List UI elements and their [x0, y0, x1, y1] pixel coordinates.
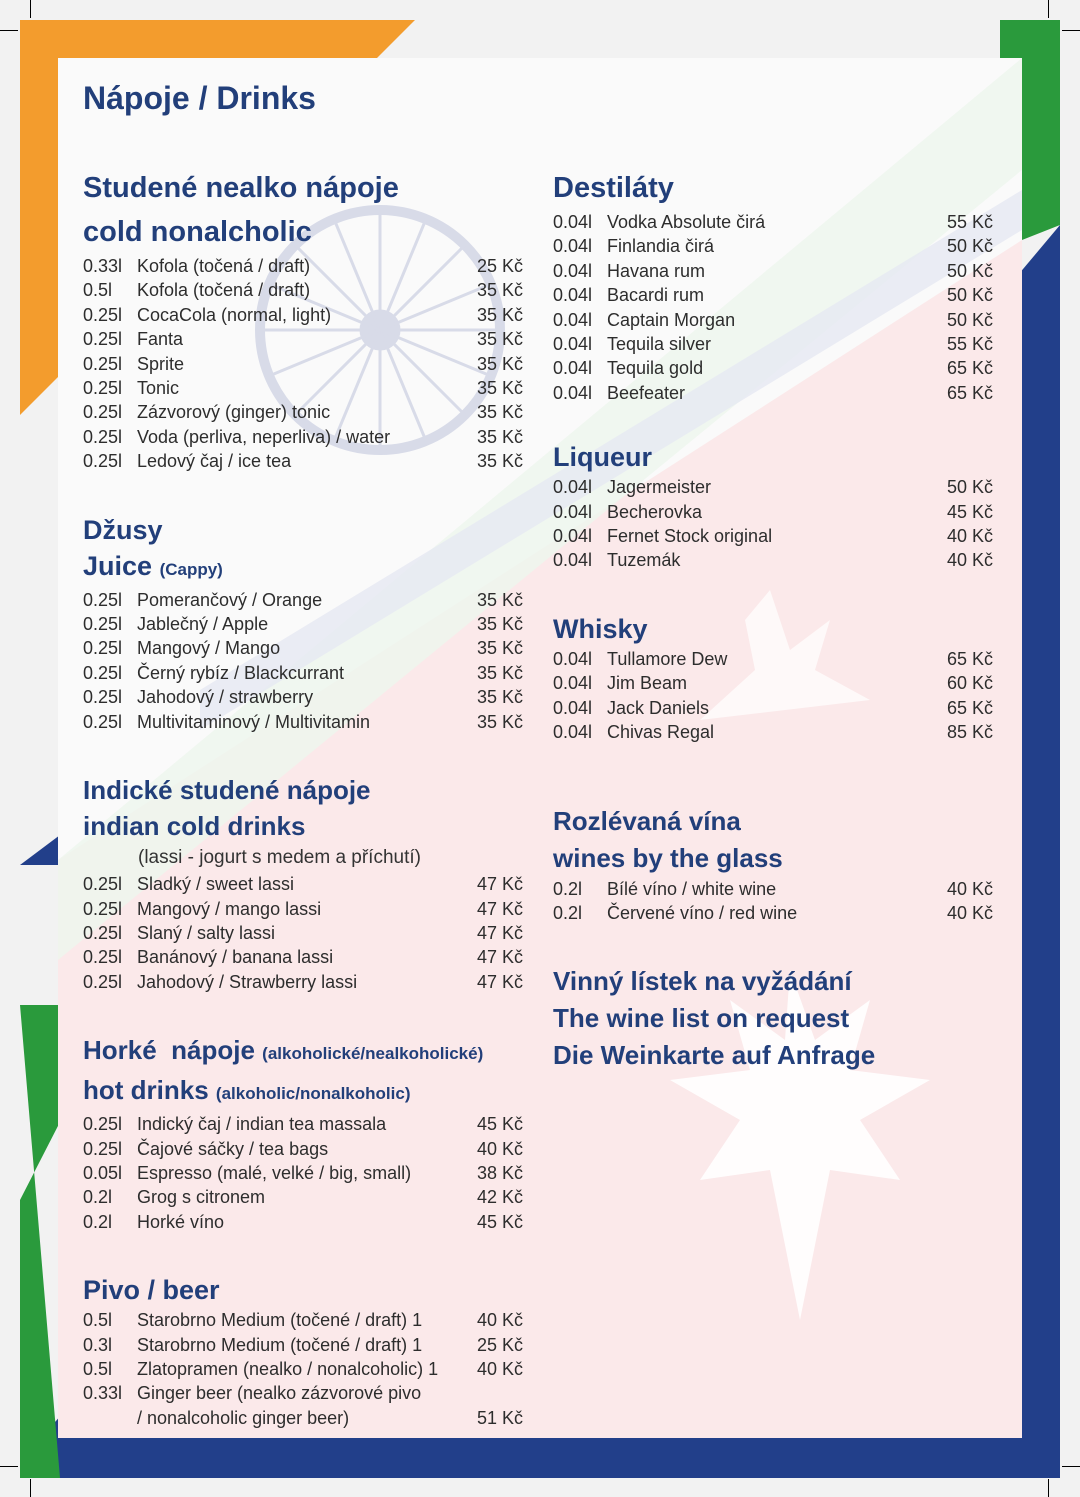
item-name: Jagermeister: [607, 477, 712, 498]
item-volume: 0.04l: [553, 285, 593, 306]
item-name: Espresso (malé, velké / big, small): [137, 1162, 412, 1183]
menu-item: [83, 685, 523, 709]
item-price: 45 Kč: [476, 1211, 523, 1232]
item-name: Sladký / sweet lassi: [137, 874, 295, 895]
item-volume: 0.25l: [83, 589, 123, 610]
item-volume: 0.04l: [553, 722, 593, 743]
menu-item: [83, 661, 523, 685]
menu-item: [83, 1308, 523, 1332]
crop-mark: [0, 1466, 18, 1467]
section-subheading-note: (Cappy): [159, 559, 223, 579]
menu-item: [553, 901, 993, 925]
menu-list: [83, 254, 523, 474]
section-heading-note: (alkoholické/nealkoholické): [262, 1044, 484, 1064]
section-heading: Džusy: [83, 514, 163, 545]
item-name: Tonic: [137, 378, 180, 399]
menu-list: [83, 1308, 523, 1430]
item-volume: 0.2l: [83, 1211, 113, 1232]
item-name: Červené víno / red wine: [607, 902, 798, 923]
item-name: Starobrno Medium (točené / draft) 1: [137, 1310, 423, 1331]
item-name: Kofola (točená / draft): [137, 280, 311, 301]
item-name: Havana rum: [607, 260, 706, 281]
item-name: Voda (perliva, neperliva) / water: [137, 426, 391, 447]
item-name: Kofola (točená / draft): [137, 256, 311, 276]
item-volume: 0.33l: [83, 1383, 123, 1404]
item-volume: 0.04l: [553, 477, 593, 498]
menu-item: [83, 449, 523, 473]
item-name: Becherovka: [607, 501, 703, 522]
item-price: 50 Kč: [946, 477, 993, 498]
wine-request-line: Vinný lístek na vyžádání: [553, 966, 852, 997]
menu-item: [553, 671, 993, 695]
menu-item: [553, 647, 993, 671]
item-price: 40 Kč: [946, 878, 993, 899]
item-volume: 0.25l: [83, 1138, 123, 1159]
item-name: Tuzemák: [607, 550, 681, 571]
section-heading: Indické studené nápoje: [83, 775, 371, 806]
item-name: Vodka Absolute čirá: [607, 212, 766, 232]
menu-item: [553, 308, 993, 332]
item-name: Jahodový / Strawberry lassi: [137, 971, 358, 992]
menu-item: [83, 897, 523, 921]
menu-item: [83, 425, 523, 449]
item-volume: 0.04l: [553, 550, 593, 571]
menu-list: [83, 872, 523, 994]
menu-item: [83, 303, 523, 327]
item-name: Tequila gold: [607, 358, 704, 379]
menu-item: [553, 210, 993, 234]
item-price: 45 Kč: [946, 501, 993, 522]
item-volume: 0.25l: [83, 426, 123, 447]
section-subheading: cold nonalcholic: [83, 216, 312, 248]
item-price: 38 Kč: [476, 1162, 523, 1183]
item-volume: [83, 1406, 137, 1430]
menu-item: [83, 945, 523, 969]
item-volume: 0.25l: [83, 662, 123, 683]
menu-list: [83, 588, 523, 734]
section-spirits: [553, 166, 993, 405]
item-price: 50 Kč: [946, 309, 993, 330]
menu-item: [553, 877, 993, 901]
item-price: 47 Kč: [476, 874, 523, 895]
item-volume: 0.25l: [83, 451, 123, 472]
item-name: Fernet Stock original: [607, 526, 773, 547]
menu-item: [83, 612, 523, 636]
item-price: 40 Kč: [476, 1310, 523, 1331]
menu-item: [83, 400, 523, 424]
section-heading: Studené nealko nápoje: [83, 172, 399, 204]
section-subheading-text: hot drinks: [83, 1075, 209, 1106]
menu-item: [553, 283, 993, 307]
menu-item: [553, 524, 993, 548]
menu-item: [83, 1357, 523, 1381]
item-price: 47 Kč: [476, 971, 523, 992]
menu-item: [553, 332, 993, 356]
item-price: 25 Kč: [476, 256, 523, 276]
section-subheading-text: Juice: [83, 550, 153, 581]
item-volume: 0.25l: [83, 353, 123, 374]
page-title: Nápoje / Drinks: [83, 80, 316, 116]
item-name: Indický čaj / indian tea massala: [137, 1114, 387, 1135]
item-volume: 0.04l: [553, 212, 593, 232]
item-name: Banánový / banana lassi: [137, 947, 334, 968]
section-heading: Whisky: [553, 613, 648, 644]
menu-list: [553, 210, 993, 405]
item-volume: 0.2l: [553, 878, 583, 899]
crop-mark: [0, 30, 18, 31]
crop-mark: [1062, 30, 1080, 31]
item-volume: 0.25l: [83, 614, 123, 635]
item-price: 42 Kč: [476, 1187, 523, 1208]
menu-item: [553, 234, 993, 258]
item-price: 65 Kč: [946, 697, 993, 718]
item-volume: 0.25l: [83, 711, 123, 732]
item-volume: 0.25l: [83, 971, 123, 992]
item-name: Zlatopramen (nealko / nonalcoholic) 1: [137, 1358, 439, 1379]
menu-page: [58, 58, 1022, 1438]
menu-item: [83, 970, 523, 994]
menu-item: [83, 921, 523, 945]
menu-item: [553, 720, 993, 744]
menu-item: [83, 327, 523, 351]
section-beer: [83, 1272, 523, 1430]
item-volume: 0.25l: [83, 329, 123, 350]
item-volume: 0.33l: [83, 256, 123, 276]
menu-item: [83, 1381, 523, 1405]
menu-item: [83, 1406, 523, 1430]
section-subheading: indian cold drinks: [83, 811, 306, 842]
menu-item: [83, 1185, 523, 1209]
item-price: 35 Kč: [476, 280, 523, 301]
section-heading: Liqueur: [553, 442, 652, 473]
menu-item: [553, 696, 993, 720]
menu-item: [553, 500, 993, 524]
section-heading-text: Horké nápoje: [83, 1035, 255, 1066]
section-wine: [553, 803, 993, 926]
crop-mark: [30, 0, 31, 18]
item-volume: 0.25l: [83, 874, 123, 895]
menu-item: [83, 1161, 523, 1185]
menu-item: [83, 872, 523, 896]
wine-request-line: The wine list on request: [553, 1003, 850, 1034]
item-price: 65 Kč: [946, 358, 993, 379]
section-wine-request: [553, 963, 993, 1074]
item-price: 65 Kč: [946, 382, 993, 403]
menu-item: [553, 356, 993, 380]
item-price: 35 Kč: [476, 662, 523, 683]
crop-mark: [1048, 0, 1049, 18]
crop-mark: [1062, 1466, 1080, 1467]
section-liqueur: [553, 439, 993, 573]
crop-mark: [1048, 1479, 1049, 1497]
menu-item: [83, 636, 523, 660]
item-volume: 0.25l: [83, 687, 123, 708]
item-price: 35 Kč: [476, 426, 523, 447]
item-name: Mangový / Mango: [137, 638, 281, 659]
item-name: Jahodový / strawberry: [137, 687, 314, 708]
item-volume: 0.04l: [553, 697, 593, 718]
section-juice: [83, 512, 523, 734]
section-indian-drinks: [83, 772, 523, 994]
item-name: Ledový čaj / ice tea: [137, 451, 292, 472]
item-price: 51 Kč: [476, 1407, 523, 1428]
item-price: 35 Kč: [476, 329, 523, 350]
menu-item: [83, 1112, 523, 1136]
item-volume: 0.5l: [83, 1310, 113, 1331]
menu-list: [83, 1112, 523, 1234]
section-heading: [83, 1032, 523, 1072]
item-price: 40 Kč: [946, 902, 993, 923]
menu-item: [83, 710, 523, 734]
item-price: 55 Kč: [946, 334, 993, 355]
menu-item: [553, 381, 993, 405]
item-name: Sprite: [137, 353, 185, 374]
item-volume: 0.04l: [553, 334, 593, 355]
item-name: / nonalcoholic ginger beer): [137, 1407, 350, 1428]
item-name: Multivitaminový / Multivitamin: [137, 711, 371, 732]
item-price: 35 Kč: [476, 378, 523, 399]
item-price: 47 Kč: [476, 898, 523, 919]
menu-item: [83, 1137, 523, 1161]
item-price: [463, 1381, 523, 1405]
menu-item: [553, 548, 993, 572]
item-name: Beefeater: [607, 382, 686, 403]
item-volume: 0.04l: [553, 673, 593, 694]
item-name: Pomerančový / Orange: [137, 589, 323, 610]
item-price: 65 Kč: [946, 648, 993, 669]
item-price: 40 Kč: [476, 1358, 523, 1379]
item-name: Grog s citronem: [137, 1187, 266, 1208]
item-volume: 0.2l: [553, 902, 583, 923]
item-volume: 0.5l: [83, 280, 113, 301]
menu-item: [83, 1210, 523, 1234]
menu-list: [553, 475, 993, 573]
item-price: 35 Kč: [476, 614, 523, 635]
item-name: Captain Morgan: [607, 309, 736, 330]
item-name: Jack Daniels: [607, 697, 710, 718]
item-volume: 0.25l: [83, 638, 123, 659]
item-volume: 0.5l: [83, 1358, 113, 1379]
item-volume: 0.3l: [83, 1334, 113, 1355]
item-price: 85 Kč: [946, 722, 993, 743]
item-price: 45 Kč: [476, 1114, 523, 1135]
item-volume: 0.2l: [83, 1187, 113, 1208]
section-heading: Destiláty: [553, 172, 674, 204]
item-price: 40 Kč: [946, 550, 993, 571]
item-name: Bacardi rum: [607, 285, 705, 306]
section-whisky: [553, 611, 993, 745]
item-name: Ginger beer (nealko zázvorové pivo: [137, 1383, 422, 1404]
crop-mark: [30, 1479, 31, 1497]
item-price: 47 Kč: [476, 922, 523, 943]
menu-item: [83, 376, 523, 400]
item-name: Fanta: [137, 329, 184, 350]
item-price: 35 Kč: [476, 589, 523, 610]
item-volume: 0.25l: [83, 947, 123, 968]
item-name: Černý rybíz / Blackcurrant: [137, 662, 345, 683]
item-price: 35 Kč: [476, 638, 523, 659]
item-price: 35 Kč: [476, 304, 523, 325]
section-subheading: wines by the glass: [553, 842, 783, 873]
menu-item: [83, 352, 523, 376]
section-cold-drinks: [83, 166, 523, 474]
section-subheading-note: (alkoholic/nonalkoholic): [215, 1084, 411, 1104]
item-volume: 0.25l: [83, 378, 123, 399]
item-volume: 0.25l: [83, 898, 123, 919]
item-volume: 0.04l: [553, 358, 593, 379]
item-name: Mangový / mango lassi: [137, 898, 322, 919]
menu-item: [553, 475, 993, 499]
right-column: [553, 166, 993, 1074]
item-volume: 0.04l: [553, 260, 593, 281]
menu-item: [83, 588, 523, 612]
item-price: 50 Kč: [946, 236, 993, 257]
item-name: Slaný / salty lassi: [137, 922, 276, 943]
item-name: Finlandia čirá: [607, 236, 715, 257]
item-price: 47 Kč: [476, 947, 523, 968]
item-price: 50 Kč: [946, 260, 993, 281]
item-price: 55 Kč: [946, 212, 993, 232]
left-column: [83, 166, 523, 1430]
item-price: 35 Kč: [476, 711, 523, 732]
item-price: 60 Kč: [946, 673, 993, 694]
item-volume: 0.25l: [83, 304, 123, 325]
item-volume: 0.25l: [83, 1114, 123, 1135]
item-name: Jablečný / Apple: [137, 614, 269, 635]
section-hot-drinks: [83, 1032, 523, 1234]
item-volume: 0.04l: [553, 501, 593, 522]
item-price: 40 Kč: [476, 1138, 523, 1159]
item-price: 35 Kč: [476, 687, 523, 708]
item-price: 40 Kč: [946, 526, 993, 547]
item-name: Bílé víno / white wine: [607, 878, 777, 899]
section-note: (lassi - jogurt s medem a příchutí): [138, 847, 421, 869]
menu-item: [83, 278, 523, 302]
item-name: Chivas Regal: [607, 722, 715, 743]
item-price: 35 Kč: [476, 402, 523, 423]
item-volume: 0.04l: [553, 648, 593, 669]
item-volume: 0.25l: [83, 402, 123, 423]
item-name: Jim Beam: [607, 673, 688, 694]
item-name: Čajové sáčky / tea bags: [137, 1138, 329, 1159]
menu-item: [83, 1333, 523, 1357]
item-volume: 0.04l: [553, 309, 593, 330]
item-price: 25 Kč: [476, 1334, 523, 1355]
item-volume: 0.04l: [553, 236, 593, 257]
item-name: Horké víno: [137, 1211, 225, 1232]
item-price: 35 Kč: [476, 353, 523, 374]
menu-list: [553, 877, 993, 926]
item-volume: 0.04l: [553, 382, 593, 403]
item-name: CocaCola (normal, light): [137, 304, 332, 325]
menu-item: [83, 254, 523, 278]
item-name: Zázvorový (ginger) tonic: [137, 402, 331, 423]
item-name: Tullamore Dew: [607, 648, 728, 669]
menu-list: [553, 647, 993, 745]
item-price: 50 Kč: [946, 285, 993, 306]
section-heading: Rozlévaná vína: [553, 805, 741, 836]
item-volume: 0.05l: [83, 1162, 123, 1183]
item-name: Tequila silver: [607, 334, 712, 355]
section-subheading: [83, 1072, 523, 1112]
section-heading: Pivo / beer: [83, 1275, 220, 1306]
item-volume: 0.04l: [553, 526, 593, 547]
section-subheading: [83, 548, 523, 588]
menu-item: [553, 259, 993, 283]
wine-request-line: Die Weinkarte auf Anfrage: [553, 1040, 876, 1071]
item-name: Starobrno Medium (točené / draft) 1: [137, 1334, 423, 1355]
item-volume: 0.25l: [83, 922, 123, 943]
item-price: 35 Kč: [476, 451, 523, 472]
